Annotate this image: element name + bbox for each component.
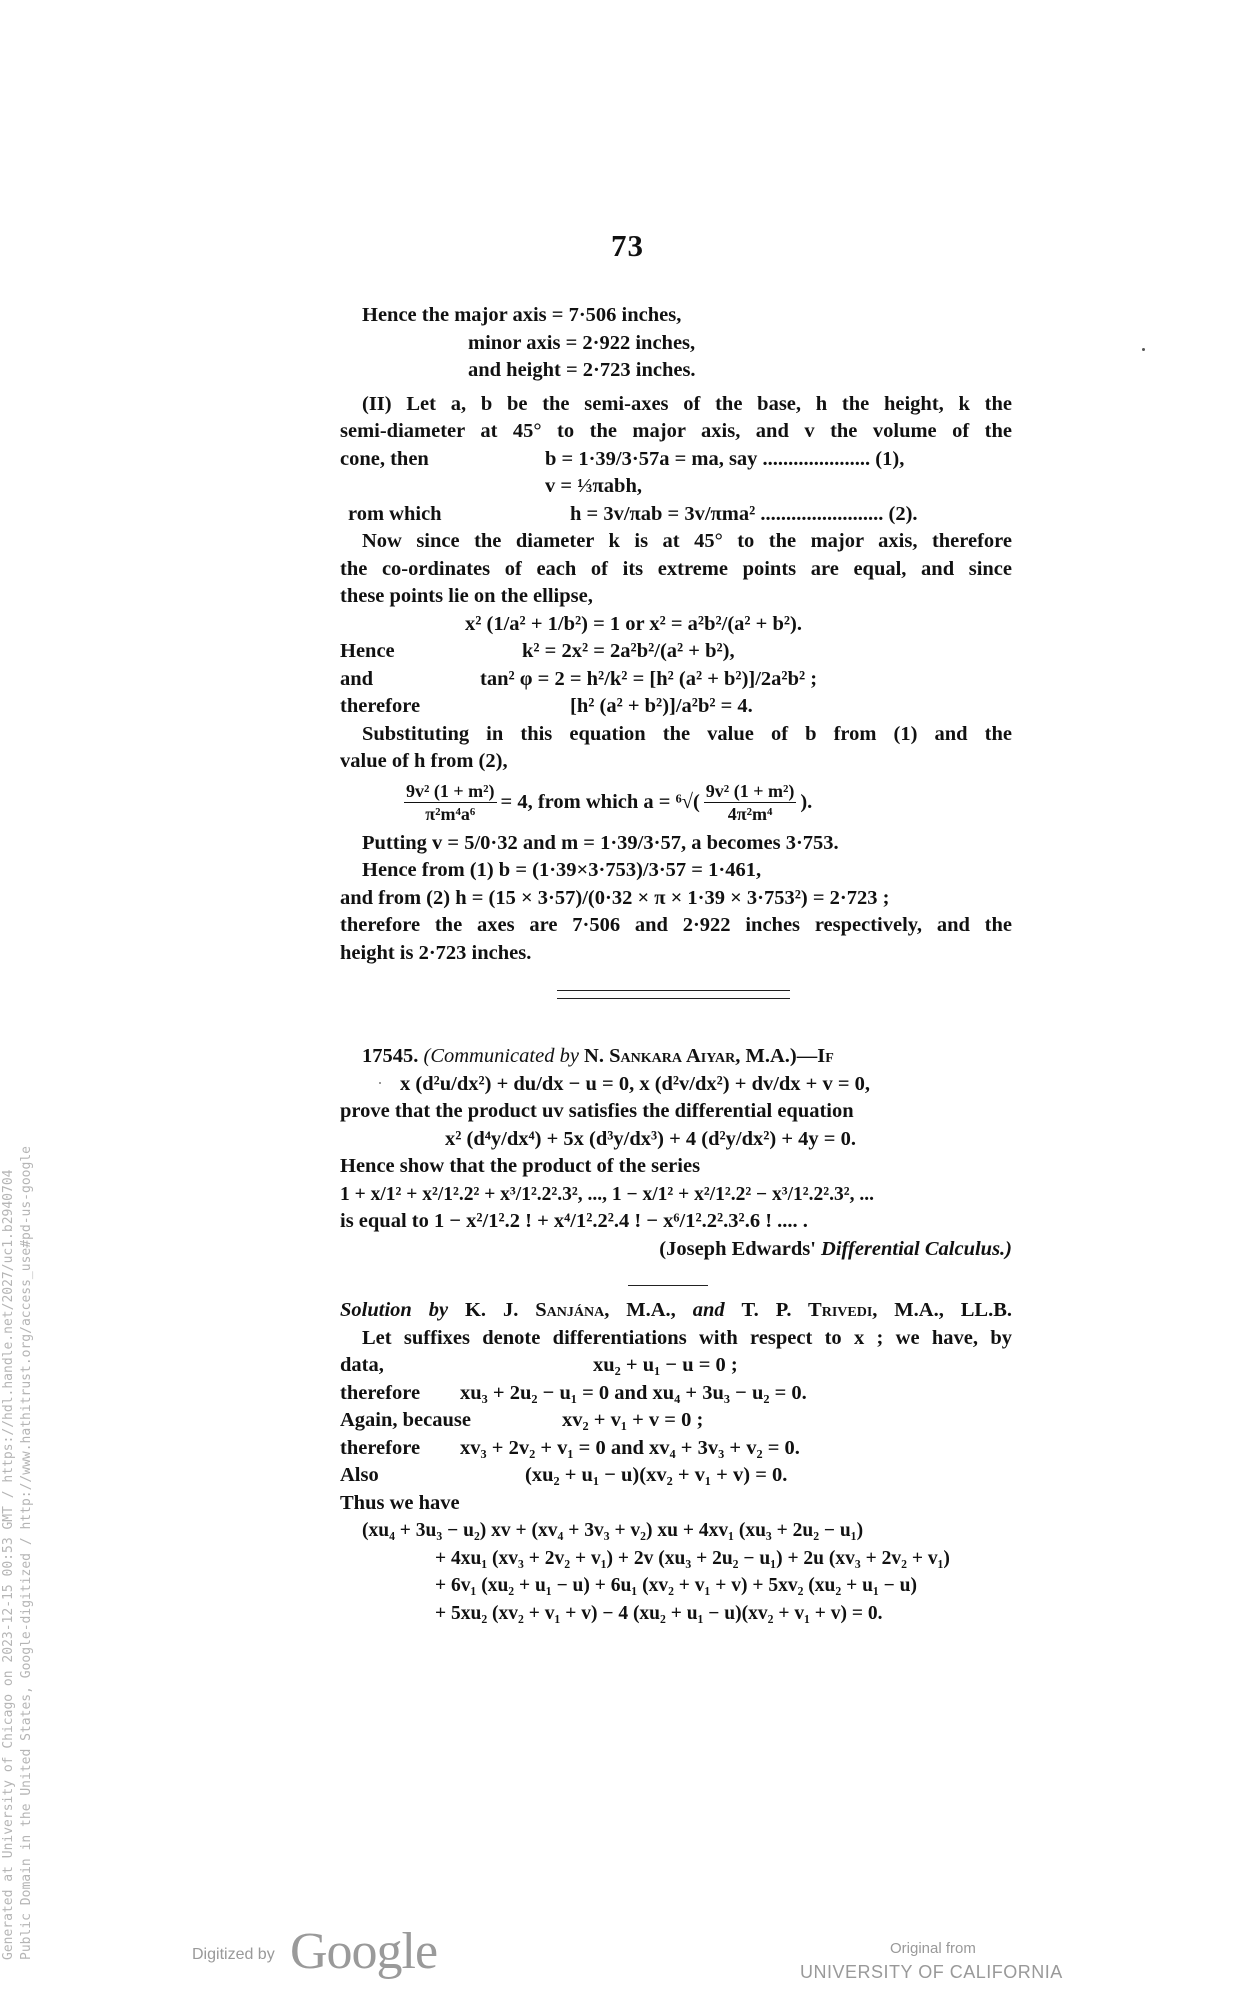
text-line: the co-ordinates of each of its extreme points are equal, and since [340,557,1012,580]
text-line: Hence from (1) b = (1·39×3·753)/3·57 = 1·461, [362,859,762,881]
line-label: Again, because [340,1409,471,1431]
equation: x² (d⁴y/dx⁴) + 5x (d³y/dx³) + 4 (d²y/dx²) + 4y = 0. [445,1127,856,1150]
equation: x² (1/a² + 1/b²) = 1 or x² = a²b²/(a² + b²). [465,612,802,635]
fraction-denominator: 4π²m⁴ [727,804,773,824]
text-line: Hence the major axis = 7·506 inches, [362,304,682,326]
line-label: therefore [340,695,421,717]
text-line [340,446,1012,474]
text-line: these points lie on the ellipse, [340,585,593,607]
citation-title: Differential Calculus.) [821,1237,1012,1260]
line-label: Hence [340,640,395,662]
equation: (xu₄ + 3u₃ − u₂) xv + (xv₄ + 3v₃ + v₂) xu + 4xv₁ (xu₃ + 2u₂ − u₁) [362,1520,864,1541]
equation: xv₃ + 2v₂ + v₁ = 0 and xv₄ + 3v₃ + v₂ = 0. [460,1436,800,1459]
equation: xu₂ + u₁ − u = 0 ; [593,1354,738,1376]
section-spacer [340,967,1012,1043]
display-equation [340,776,1012,830]
solution-label: Solution by [340,1299,449,1321]
section-divider [628,1285,708,1286]
fraction-numerator: 9v² (1 + m²) [705,781,795,801]
question-heading [340,1043,1012,1071]
text-line: value of h from (2), [340,750,508,772]
text-line: height is 2·723 inches. [340,941,532,964]
text-line: Let suffixes denote differentiations with respect to x ; we have, by [362,1326,1012,1349]
text-line: Putting v = 5/0·32 and m = 1·39/3·57, a becomes 3·753. [362,831,839,854]
text-line: Substituting in this equation the value of b from (1) and the [362,722,1012,745]
text-line: (II) Let a, b be the semi-axes of the base, h the height, k the [362,392,1012,415]
equation: v = ⅓πabh, [545,475,642,497]
line-label: data, [340,1354,384,1376]
equation: (xu₂ + u₁ − u)(xv₂ + v₁ + v) = 0. [525,1464,788,1486]
solution-author: K. J. Sanjána, M.A., [464,1299,676,1321]
text-line: is equal to 1 − x²/1².2 ! + x⁴/1².2².4 ! − x⁶/1².2².3².6 ! .... . [340,1210,808,1232]
fraction-denominator: π²m⁴a⁶ [425,804,476,824]
question-author: N. Sankara Aiyar, M.A.)—If [584,1045,834,1067]
text-line [340,693,1012,721]
line-label: rom which [348,502,442,525]
section-divider-double [557,990,790,999]
text-line: Hence show that the product of the series [340,1155,701,1177]
text-line [340,501,1012,529]
university-label: UNIVERSITY OF CALIFORNIA [800,1962,1063,1982]
equation: b = 1·39/3·57a = ma, say ..................... (1), [545,447,905,470]
equation: [h² (a² + b²)]/a²b² = 4. [570,695,753,717]
line-label: therefore [340,1436,421,1459]
equation: + 6v₁ (xu₂ + u₁ − u) + 6u₁ (xv₂ + v₁ + v) + 5xv₂ (xu₂ + u₁ − u) [435,1575,917,1596]
equation: xu₃ + 2u₂ − u₁ = 0 and xu₄ + 3u₃ − u₂ = 0. [460,1381,807,1404]
line-label: therefore [340,1381,421,1404]
equation: + 5xu₂ (xv₂ + v₁ + v) − 4 (xu₂ + u₁ − u)(xv₂ + v₁ + v) = 0. [435,1602,883,1624]
equation: xv₂ + v₁ + v = 0 ; [562,1409,704,1431]
text-line: therefore the axes are 7·506 and 2·922 inches respectively, and the [340,914,1012,936]
text-line: Thus we have [340,1491,460,1514]
text-line [340,1462,1012,1490]
section-spacer [340,1263,1012,1297]
communicated-by: (Communicated by [423,1045,579,1067]
page-number: 73 [611,228,644,263]
watermark-line: Public Domain in the United States, Google-digitized / http://www.hathitrust.org/access_use#pd-us-google [19,1146,34,1960]
citation-author: (Joseph Edwards' [659,1237,816,1260]
question-number: 17545. [362,1045,419,1067]
line-label: and [340,667,374,690]
text-line: Now since the diameter k is at 45° to the major axis, therefore [362,530,1012,552]
equation: + 4xu₁ (xv₃ + 2v₂ + v₁) + 2v (xu₃ + 2u₂ − u₁) + 2u (xv₃ + 2v₂ + v₁) [435,1547,950,1569]
fraction [404,780,497,825]
fraction-numerator: 9v² (1 + m²) [406,781,495,801]
text-line [340,1407,1012,1435]
text-line [340,666,1012,694]
text-line: and from (2) h = (15 × 3·57)/(0·32 × π × 1·39 × 3·753²) = 2·723 ; [340,886,890,909]
solution-conjunction: and [692,1299,725,1321]
solution-author: T. P. Trivedi, M.A., LL.B. [741,1299,1013,1321]
equation: x (d²u/dx²) + du/dx − u = 0, x (d²v/dx²) + dv/dx + v = 0, [400,1072,871,1095]
equation: tan² φ = 2 = h²/k² = [h² (a² + b²)]/2a²b² ; [480,667,818,690]
equation: = 4, from which a = ⁶√( [500,790,700,813]
text-line [340,1380,1012,1408]
text-line [340,638,1012,666]
equation: 1 + x/1² + x²/1².2² + x³/1².2².3², ..., 1 − x/1² + x²/1².2² − x³/1².2².3², ... [340,1183,874,1205]
equation: ). [800,790,813,813]
digitized-by-label: Digitized by [192,1946,275,1963]
text-line [340,1352,1012,1380]
equation: h = 3v/πab = 3v/πma² ........................ (2). [570,502,918,525]
text-line [340,1435,1012,1463]
text-line: prove that the product uv satisfies the differential equation [340,1100,854,1122]
line-label: cone, then [340,447,429,470]
scan-speck [1142,348,1145,351]
equation: k² = 2x² = 2a²b²/(a² + b²), [522,640,735,662]
text-line: semi-diameter at 45° to the major axis, and v the volume of the [340,420,1012,442]
page-body [340,302,1012,1627]
watermark-line: Generated at University of Chicago on 2023-12-15 00:53 GMT / https://hdl.handle.net/2027/uc1.b2940704 [1,1169,16,1960]
citation [340,1236,1012,1264]
text-line: minor axis = 2·922 inches, [468,331,696,354]
fraction [704,780,797,825]
line-label: Also [340,1464,379,1486]
solution-heading [340,1297,1012,1325]
google-logo: Google [290,1923,438,1980]
text-line: and height = 2·723 inches. [468,359,696,381]
hathitrust-watermark [0,1146,36,1960]
original-from-label: Original from [890,1940,976,1957]
